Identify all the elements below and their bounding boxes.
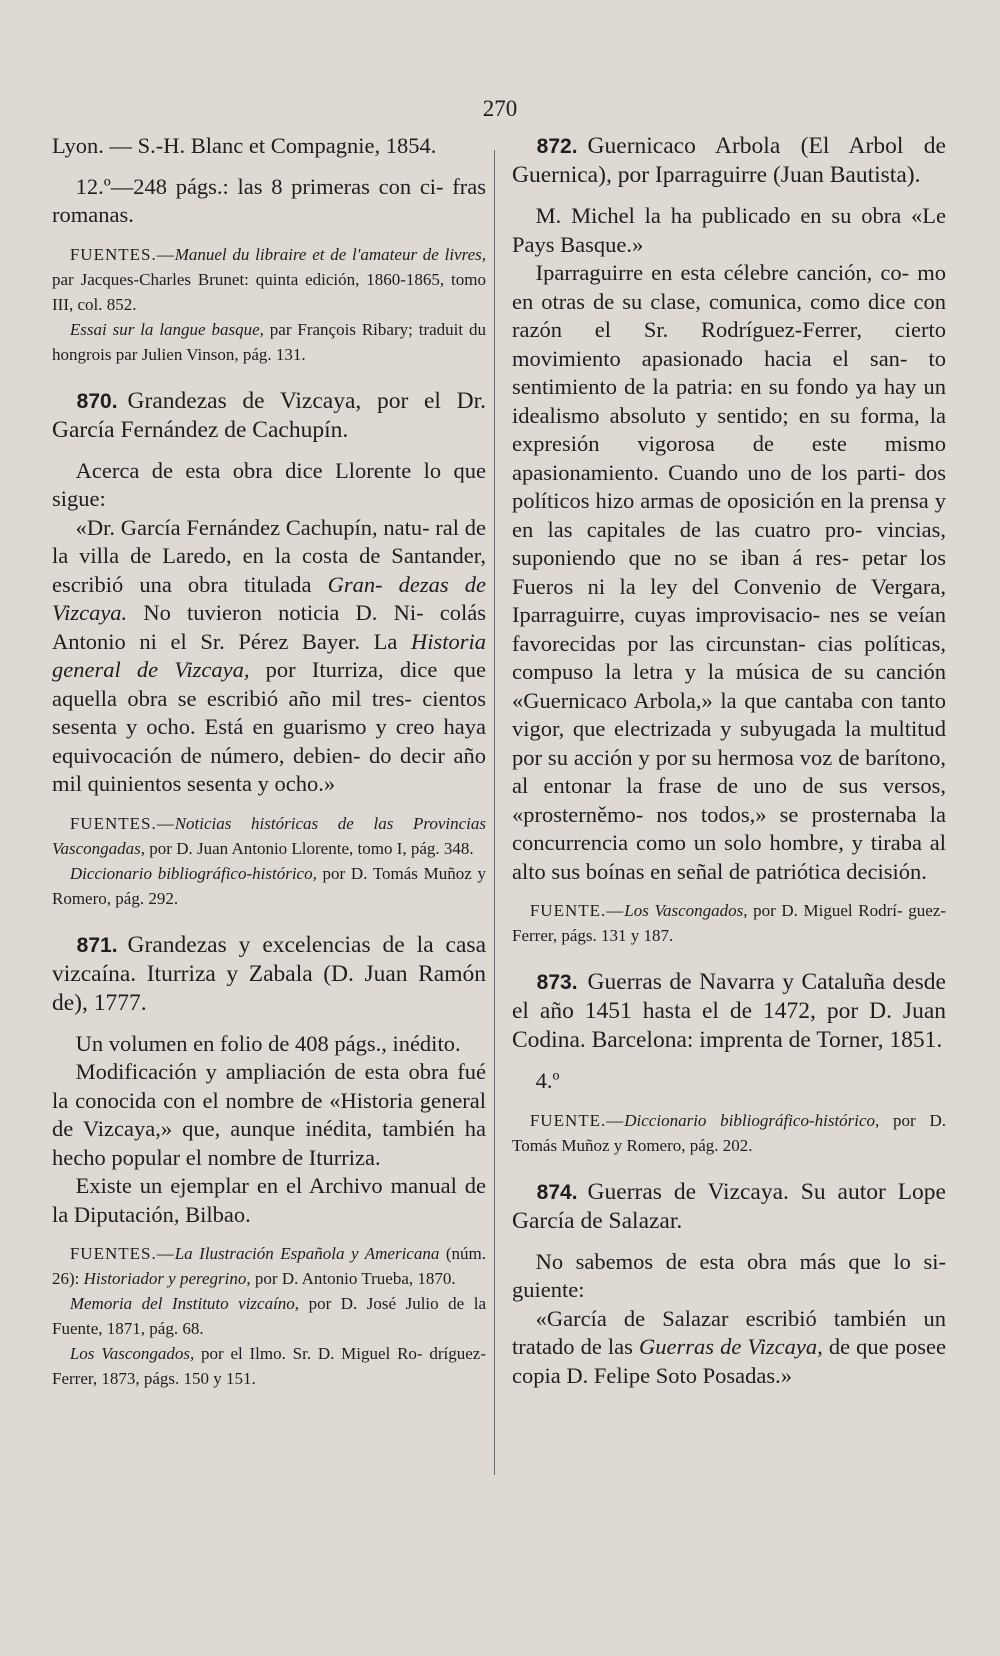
entry-title: Guerras de Navarra y Cataluña desde el año 1451 hasta el de 1472, por D. Juan Codina. Barcelona: imprenta de Torner, 1851. bbox=[512, 969, 946, 1053]
source-title: Historiador y peregrino, bbox=[83, 1269, 251, 1288]
source-title: Los Vascongados, bbox=[624, 901, 748, 920]
entry-872-publication: M. Michel la ha publicado en su obra «Le Pays Basque.» bbox=[512, 203, 946, 257]
entry-872-heading bbox=[512, 132, 946, 190]
quote-italic: Historia general de Vizcaya, bbox=[52, 628, 486, 682]
sources-block bbox=[52, 811, 486, 861]
quote-text: «Dr. García Fernández Cachupín, natu- ral de la villa de Laredo, en la costa de Santander, escribió una obra titulada bbox=[52, 514, 486, 597]
entry-872-body: Iparraguirre en esta célebre canción, co- mo en otras de su clase, comunica, como dice con razón el Sr. Rodríguez-Ferrer, cierto movimiento apasionado hacia el san- to sentimiento de la patria: en su fondo ya hay un idealismo absoluto y sentido; en su forma, la expresión vigorosa de este mismo apasionamiento. Cuando uno de los parti- dos políticos hizo armas de oposición en la prensa y en las capitales de las cuatro pro- vincias, suponiendo que no se iban á res- petar los Fueros ni la ley del Convenio de Vergara, Iparraguirre, cuyas improvisacio- nes se veían favorecidas por las circunstan- cias políticas, compuso la letra y la música de su canción «Guernicaco Arbola,» la que cantaba con tanto vigor, que electrizada y subyugada la multitud por su acción y por su hermosa voz de barítono, al entonar la frase de uno de sus versos, «prosterněmo- nos todos,» se prosternaba la concurrencia como un solo hombre, y tiraba al alto sus boínas en señal de patriótica decisión. bbox=[512, 260, 946, 884]
right-column bbox=[512, 132, 946, 1390]
entry-title: Grandezas de Vizcaya, por el Dr. García Fernández de Cachupín. bbox=[52, 387, 486, 443]
entry-874-heading bbox=[512, 1178, 946, 1236]
entry-title: Grandezas y excelencias de la casa vizcaína. Iturriza y Zabala (D. Juan Ramón de), 1777. bbox=[52, 931, 486, 1016]
column-divider bbox=[494, 150, 495, 1475]
entry-874-quote bbox=[512, 1305, 946, 1391]
source-detail: por D. Juan Antonio Llorente, tomo I, pág. 348. bbox=[145, 838, 474, 858]
source-title: Manuel du libraire et de l'amateur de livres, bbox=[174, 244, 486, 264]
sources-label: FUENTE.— bbox=[529, 1110, 625, 1130]
entry-871-format: Un volumen en folio de 408 págs., inédito. bbox=[75, 1030, 461, 1056]
continued-entry-imprint: Lyon. — S.-H. Blanc et Compagnie, 1854. bbox=[52, 133, 437, 158]
entry-number: 874. bbox=[536, 1180, 578, 1204]
sources-block bbox=[52, 1291, 486, 1341]
entry-number: 871. bbox=[76, 933, 118, 957]
source-title: Memoria del Instituto vizcaíno, bbox=[69, 1294, 300, 1313]
sources-block bbox=[52, 861, 486, 911]
left-column bbox=[52, 132, 486, 1391]
source-detail: par François Ribary; traduit du hongrois par Julien Vinson, pág. 131. bbox=[52, 319, 486, 364]
source-detail: por D. Tomás Muñoz y Romero, pág. 292. bbox=[52, 863, 486, 908]
entry-873-format: 4.º bbox=[535, 1068, 560, 1093]
quote-italic: Guerras de Vizcaya, bbox=[639, 1334, 823, 1359]
entry-title: Guernicaco Arbola (El Arbol de Guernica), por Iparraguirre (Juan Bautista). bbox=[512, 133, 946, 188]
quote-text: por Iturriza, dice que aquella obra se escribió año mil tres- cientos sesenta y ocho. Está en guarismo y creo haya equivocación de número, debien- do decir año mil quinientos sesenta y ocho.» bbox=[52, 657, 486, 796]
entry-title: Guerras de Vizcaya. Su autor Lope García de Salazar. bbox=[512, 1178, 946, 1234]
entry-870-intro: Acerca de esta obra dice Llorente lo que sigue: bbox=[52, 457, 486, 511]
source-detail: (núm. 26): bbox=[52, 1244, 486, 1288]
source-detail: por D. José Julio de la Fuente, 1871, pág. 68. bbox=[52, 1294, 486, 1338]
entry-871-heading bbox=[52, 931, 486, 1018]
sources-block bbox=[52, 317, 486, 367]
continued-entry-description: 12.º—248 págs.: las 8 primeras con ci- fras romanas. bbox=[52, 173, 486, 227]
source-detail: por D. Antonio Trueba, 1870. bbox=[250, 1269, 456, 1288]
sources-label: FUENTES.— bbox=[69, 1244, 175, 1263]
sources-block bbox=[512, 1108, 946, 1158]
sources-block bbox=[52, 1241, 486, 1291]
entry-871-body: Modificación y ampliación de esta obra fué la conocida con el nombre de «Historia general de Vizcaya,» que, aunque inédita, también ha hecho popular el nombre de Iturriza. bbox=[52, 1059, 486, 1170]
source-title: Diccionario bibliográfico-histórico, bbox=[69, 863, 317, 883]
source-title: Noticias históricas de las Provincias Vascongadas, bbox=[52, 813, 486, 858]
source-title: Essai sur la langue basque, bbox=[69, 319, 264, 339]
entry-873-heading bbox=[512, 968, 946, 1055]
source-title: Diccionario bibliográfico-histórico, bbox=[624, 1110, 880, 1130]
quote-text: «García de Salazar escribió también un tratado de las bbox=[512, 1305, 946, 1359]
sources-block bbox=[512, 898, 946, 948]
quote-text: No tuvieron noticia D. Ni- colás Antonio ni el Sr. Pérez Bayer. La bbox=[52, 600, 486, 654]
entry-871-location: Existe un ejemplar en el Archivo manual de la Diputación, Bilbao. bbox=[52, 1173, 486, 1227]
sources-block bbox=[52, 242, 486, 317]
entry-number: 872. bbox=[536, 135, 578, 158]
source-detail: por D. Tomás Muñoz y Romero, pág. 202. bbox=[512, 1110, 946, 1155]
entry-874-intro: No sabemos de esta obra más que lo si- guiente: bbox=[512, 1248, 946, 1302]
entry-870-quote bbox=[52, 514, 486, 799]
source-title: La Ilustración Española y Americana bbox=[174, 1244, 440, 1263]
source-detail: por el Ilmo. Sr. D. Miguel Ro- dríguez-Ferrer, 1873, págs. 150 y 151. bbox=[52, 1344, 486, 1388]
source-detail: par Jacques-Charles Brunet: quinta edición, 1860-1865, tomo III, col. 852. bbox=[52, 269, 486, 314]
source-title: Los Vascongados, bbox=[69, 1344, 195, 1363]
sources-block bbox=[52, 1341, 486, 1391]
quote-text: de que posee copia D. Felipe Soto Posadas.» bbox=[512, 1334, 947, 1388]
entry-number: 873. bbox=[536, 971, 578, 994]
sources-label: FUENTES.— bbox=[69, 813, 175, 833]
entry-number: 870. bbox=[76, 389, 118, 413]
source-detail: por D. Miguel Rodrí- guez-Ferrer, págs. 131 y 187. bbox=[512, 901, 946, 945]
page-number: 270 bbox=[482, 96, 518, 121]
sources-label: FUENTES.— bbox=[69, 244, 175, 264]
entry-870-heading bbox=[52, 387, 486, 445]
sources-label: FUENTE.— bbox=[529, 901, 625, 920]
quote-italic: Gran- dezas de Vizcaya. bbox=[52, 571, 487, 625]
